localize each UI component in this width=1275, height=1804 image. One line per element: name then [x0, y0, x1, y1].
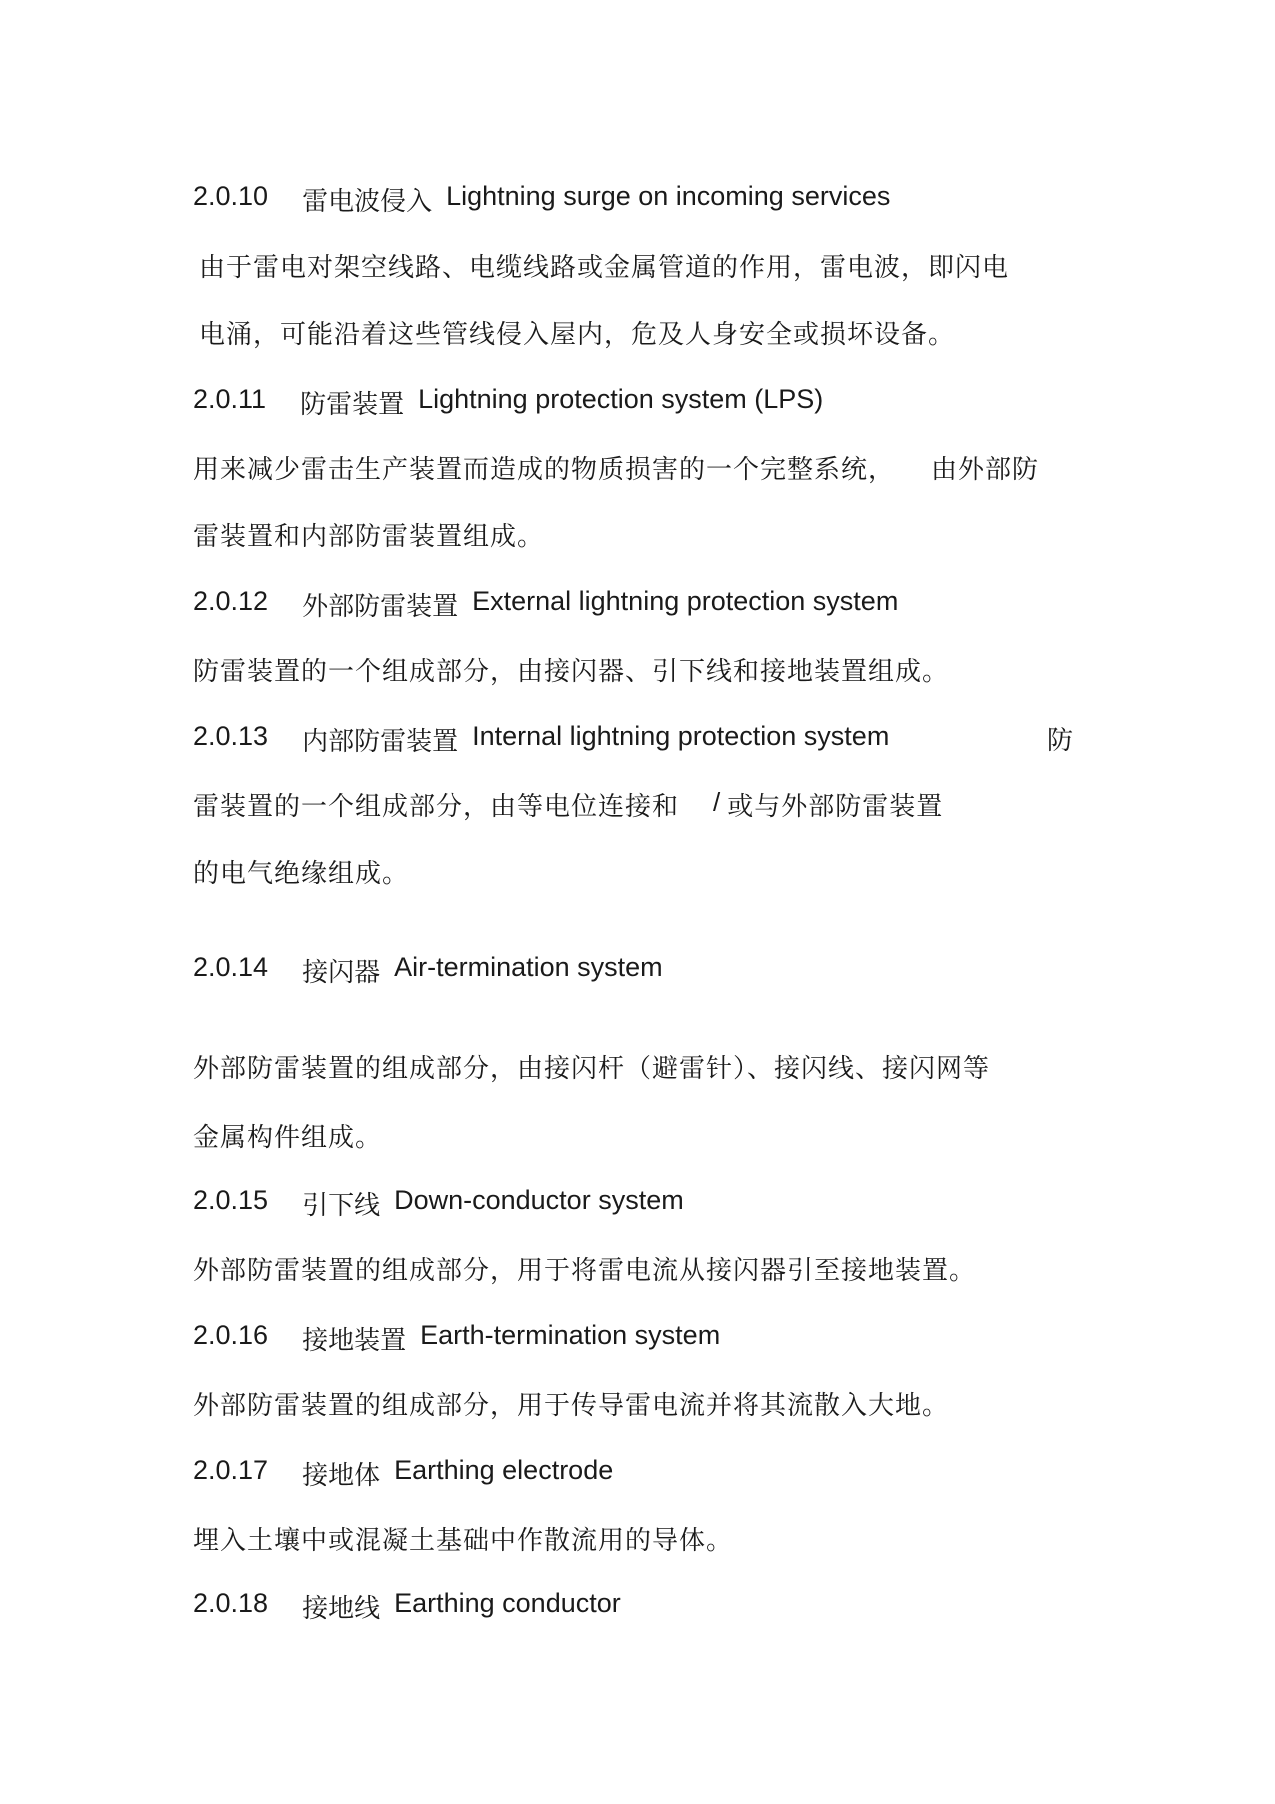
definition-line: 防雷装置的一个组成部分，由接闪器、引下线和接地装置组成。 [193, 657, 950, 687]
definition-line: 外部防雷装置的组成部分，由接闪杆（避雷针）、接闪线、接闪网等 [193, 1054, 991, 1084]
term-heading-2-0-14 [193, 947, 663, 988]
term-number: 2.0.11 [193, 384, 267, 414]
term-heading-2-0-16 [193, 1315, 721, 1356]
term-heading-2-0-15 [193, 1180, 684, 1221]
definition-line: 外部防雷装置的组成部分，用于将雷电流从接闪器引至接地装置。 [193, 1256, 977, 1286]
term-chinese: 接地体 [302, 1461, 381, 1491]
term-english: Lightning protection system (LPS) [418, 384, 824, 414]
term-heading-2-0-10 [193, 176, 891, 217]
term-heading-2-0-11 [193, 379, 824, 420]
term-english: Earth-termination system [420, 1320, 721, 1350]
term-number: 2.0.16 [193, 1320, 269, 1350]
slash-separator: / [713, 787, 722, 817]
term-english: Earthing conductor [394, 1588, 621, 1618]
term-english: Earthing electrode [394, 1455, 614, 1485]
term-chinese: 雷电波侵入 [302, 187, 433, 217]
term-chinese: 内部防雷装置 [302, 727, 459, 757]
definition-line: 金属构件组成。 [193, 1123, 383, 1153]
term-heading-2-0-17 [193, 1450, 614, 1491]
definition-text: 用来减少雷击生产装置而造成的物质损害的一个完整系统， [193, 455, 896, 485]
term-number: 2.0.10 [193, 181, 269, 211]
definition-text: 雷装置的一个组成部分，由等电位连接和 [193, 792, 680, 822]
term-chinese: 接闪器 [302, 958, 381, 988]
definition-line: 的电气绝缘组成。 [193, 859, 410, 889]
term-chinese: 防雷装置 [300, 390, 405, 420]
definition-text-trailing: 防 [1047, 726, 1075, 756]
definition-line: 外部防雷装置的组成部分，用于传导雷电流并将其流散入大地。 [193, 1391, 950, 1421]
term-number: 2.0.12 [193, 586, 269, 616]
term-english: External lightning protection system [472, 586, 899, 616]
term-heading-2-0-12 [193, 581, 899, 622]
definition-line [193, 786, 943, 823]
definition-text: 或与外部防雷装置 [727, 792, 944, 822]
term-number: 2.0.18 [193, 1588, 269, 1618]
term-english: Air-termination system [394, 952, 663, 982]
term-english: Down-conductor system [394, 1185, 684, 1215]
term-heading-2-0-13 [193, 716, 890, 757]
term-english: Internal lightning protection system [472, 721, 890, 751]
definition-line: 电涌，可能沿着这些管线侵入屋内，危及人身安全或损坏设备。 [199, 320, 956, 350]
term-chinese: 接地装置 [302, 1326, 407, 1356]
term-heading-2-0-18 [193, 1583, 621, 1624]
term-chinese: 接地线 [302, 1594, 381, 1624]
term-chinese: 引下线 [302, 1191, 381, 1221]
term-chinese: 外部防雷装置 [302, 592, 459, 622]
term-number: 2.0.14 [193, 952, 269, 982]
term-english: Lightning surge on incoming services [446, 181, 891, 211]
definition-text: 由外部防 [931, 455, 1040, 485]
definition-line: 埋入土壤中或混凝土基础中作散流用的导体。 [193, 1526, 734, 1556]
term-number: 2.0.17 [193, 1455, 269, 1485]
term-number: 2.0.13 [193, 721, 269, 751]
definition-line: 雷装置和内部防雷装置组成。 [193, 522, 545, 552]
term-number: 2.0.15 [193, 1185, 269, 1215]
definition-line: 由于雷电对架空线路、电缆线路或金属管道的作用，雷电波，即闪电 [199, 253, 1010, 283]
definition-line [193, 449, 1039, 486]
